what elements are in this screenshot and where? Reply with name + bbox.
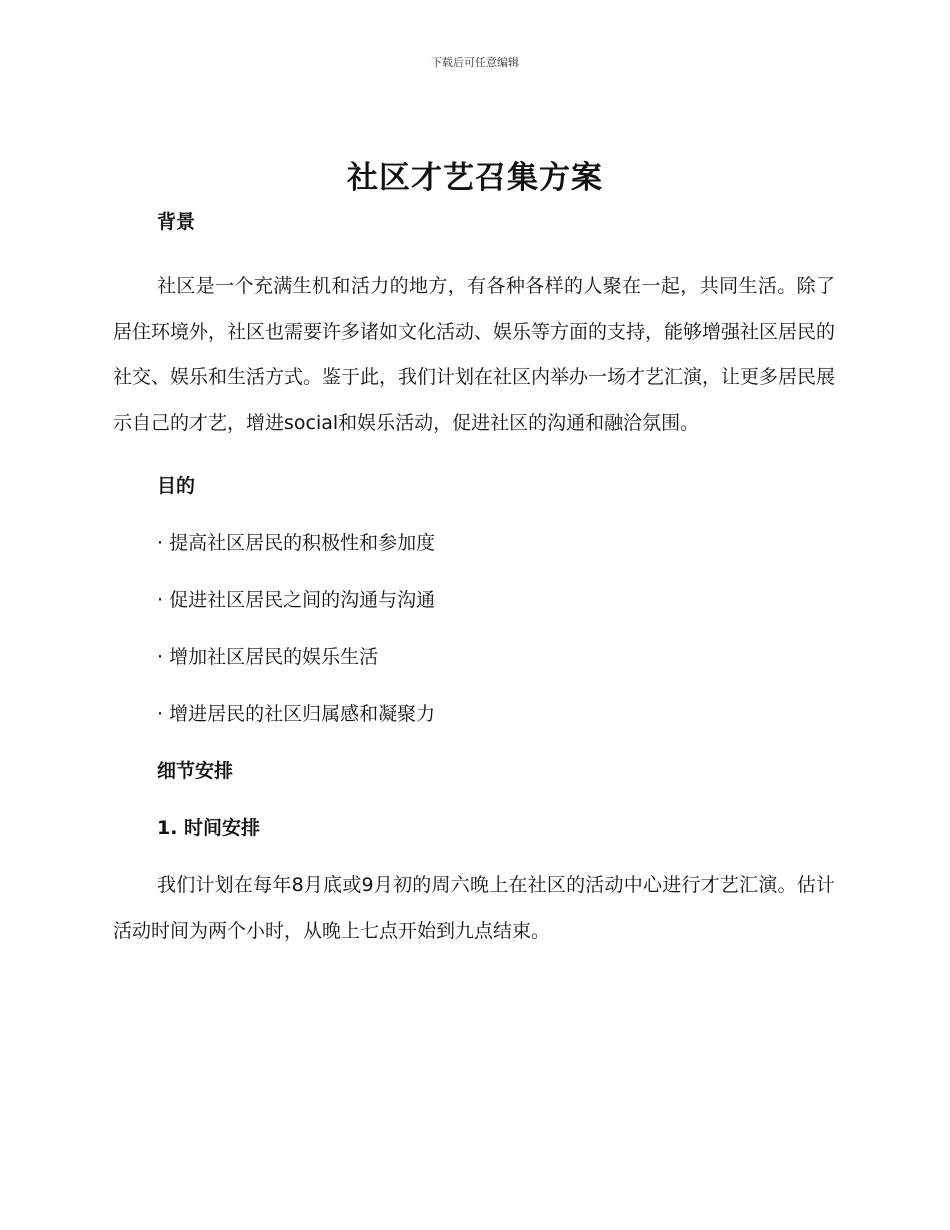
purpose-item: · 促进社区居民之间的沟通与沟通 (157, 589, 436, 611)
background-paragraph: 社区是一个充满生机和活力的地方，有各种各样的人聚在一起，共同生活。除了居住环境外，社区也需要许多诸如文化活动、娱乐等方面的支持，能够增强社区居民的社交、娱乐和生活方式。鉴于此，我们计划在社区内举办一场才艺汇演，让更多居民展示自己的才艺，增进social和娱乐活动，促进社区的沟通和融洽氛围。 (113, 275, 836, 434)
document-body (113, 208, 835, 954)
page-header-note: 下载后可任意编辑 (431, 56, 519, 69)
time-paragraph: 我们计划在每年8月底或9月初的周六晚上在社区的活动中心进行才艺汇演。估计活动时间为两个小时，从晚上七点开始到九点结束。 (113, 874, 835, 942)
section-heading-purpose: 目的 (157, 475, 196, 497)
subsection-heading-time: 1. 时间安排 (157, 817, 261, 839)
purpose-item: · 提高社区居民的积极性和参加度 (157, 532, 436, 554)
document-title: 社区才艺召集方案 (347, 160, 603, 196)
section-heading-details: 细节安排 (157, 760, 234, 782)
section-heading-background: 背景 (157, 211, 196, 233)
purpose-item: · 增进居民的社区归属感和凝聚力 (157, 703, 436, 725)
purpose-item: · 增加社区居民的娱乐生活 (157, 646, 379, 668)
